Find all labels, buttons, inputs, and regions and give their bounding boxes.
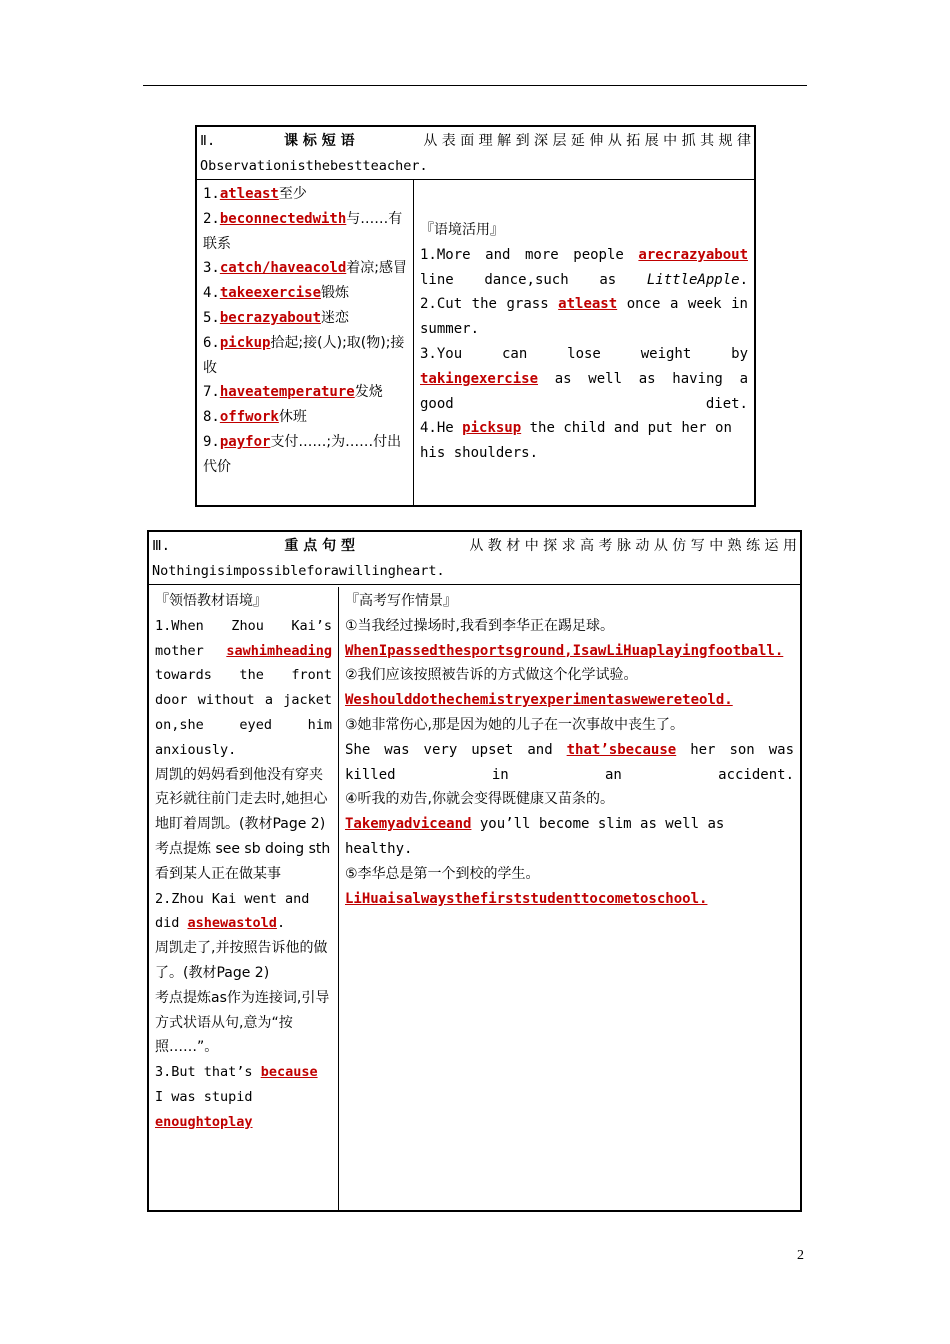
- section-title: 课 标 短 语: [284, 133, 355, 149]
- section-sentences-box: [147, 530, 802, 1212]
- textbook-context: [149, 587, 339, 1210]
- writing-scenarios: [339, 587, 800, 1210]
- context-title: 『语境活用』: [420, 222, 504, 238]
- context-item: 1.More and more people arecrazyabout line dance,such as LittleApple.: [420, 246, 749, 288]
- sentence-1-translation: 周凯的妈妈看到他没有穿夹克衫就往前门走去时,她担心地盯着周凯。(教材Page 2): [155, 766, 328, 833]
- writing-answer: Takemyadviceand you’ll become slim as well as healthy.: [345, 816, 725, 857]
- context-item: 4.He picksup the child and put her on his shoulders.: [420, 420, 732, 462]
- writing-answer: LiHuaisalwaysthefirststudenttocometoschool.: [345, 890, 708, 907]
- phrase-item: 3.catch/haveacold着凉;感冒: [203, 260, 408, 277]
- writing-prompt: ①当我经过操场时,我看到李华正在踢足球。: [345, 617, 614, 634]
- section-sentences-header: [149, 532, 800, 585]
- context-item: 2.Cut the grass atleast once a week in summer.: [420, 296, 748, 338]
- section-phrases-header: [197, 127, 754, 180]
- writing-title: 『高考写作情景』: [345, 593, 457, 609]
- section-motto: Nothingisimpossibleforawillingheart.: [152, 563, 445, 579]
- section-subtitle: 从 表 面 理 解 到 深 层 延 伸 从 拓 展 中 抓 其 规 律: [423, 133, 751, 149]
- sentence-2-translation: 周凯走了,并按照告诉他的做了。(教材Page 2): [155, 940, 328, 981]
- writing-prompt: ②我们应该按照被告诉的方式做这个化学试验。: [345, 667, 638, 684]
- sentence-2: 2.Zhou Kai went and did ashewastold.: [155, 890, 310, 932]
- section-title: 重 点 句 型: [284, 538, 356, 554]
- section-subtitle: 从 教 材 中 探 求 高 考 脉 动 从 仿 写 中 熟 练 运 用: [469, 538, 797, 554]
- sentence-1: 1.When Zhou Kai’s mother sawhimheading towards the front door without a jacket on,she eyed him anxiously.: [155, 617, 332, 758]
- phrase-item: 5.becrazyabout迷恋: [203, 309, 350, 326]
- section-motto: Observationisthebestteacher.: [200, 158, 428, 174]
- phrase-item: 7.haveatemperature发烧: [203, 384, 383, 401]
- context-item: 3.You can lose weight by takingexercise as well as having a good diet.: [420, 345, 748, 412]
- page-number: 2: [797, 1248, 804, 1263]
- phrase-item: 6.pickup拾起;接(人);取(物);接收: [203, 334, 405, 376]
- section-roman: Ⅱ.: [200, 133, 216, 149]
- writing-answer: She was very upset and that’sbecause her son was killed in an accident.: [345, 741, 795, 783]
- phrase-item: 8.offwork休班: [203, 409, 307, 426]
- writing-prompt: ④听我的劝告,你就会变得既健康又苗条的。: [345, 791, 614, 808]
- context-practice: [414, 180, 754, 505]
- section-phrases-box: [195, 125, 756, 507]
- phrase-item: 1.atleast至少: [203, 186, 307, 202]
- phrase-list: [197, 180, 414, 505]
- phrase-item: 2.beconnectedwith与……有联系: [203, 210, 403, 252]
- writing-prompt: ⑤李华总是第一个到校的学生。: [345, 865, 540, 882]
- sentence-1-point: 考点提炼 see sb doing sth 看到某人正在做某事: [155, 840, 331, 882]
- phrase-item: 4.takeexercise锻炼: [203, 285, 350, 302]
- section-roman: Ⅲ.: [152, 538, 171, 554]
- writing-answer: WhenIpassedthesportsground,IsawLiHuaplayingfootball.: [345, 642, 784, 659]
- textbook-title: 『领悟教材语境』: [155, 593, 267, 609]
- header-rule: [143, 85, 807, 86]
- writing-prompt: ③她非常伤心,那是因为她的儿子在一次事故中丧生了。: [345, 716, 684, 733]
- writing-answer: Weshoulddothechemistryexperimentaswewereteold.: [345, 692, 733, 709]
- sentence-2-point: 考点提炼as作为连接词,引导方式状语从句,意为“按照……”。: [155, 989, 330, 1056]
- phrase-item: 9.payfor支付……;为……付出代价: [203, 433, 402, 475]
- sentence-3: 3.But that’s because I was stupid enoughtoplay: [155, 1064, 318, 1130]
